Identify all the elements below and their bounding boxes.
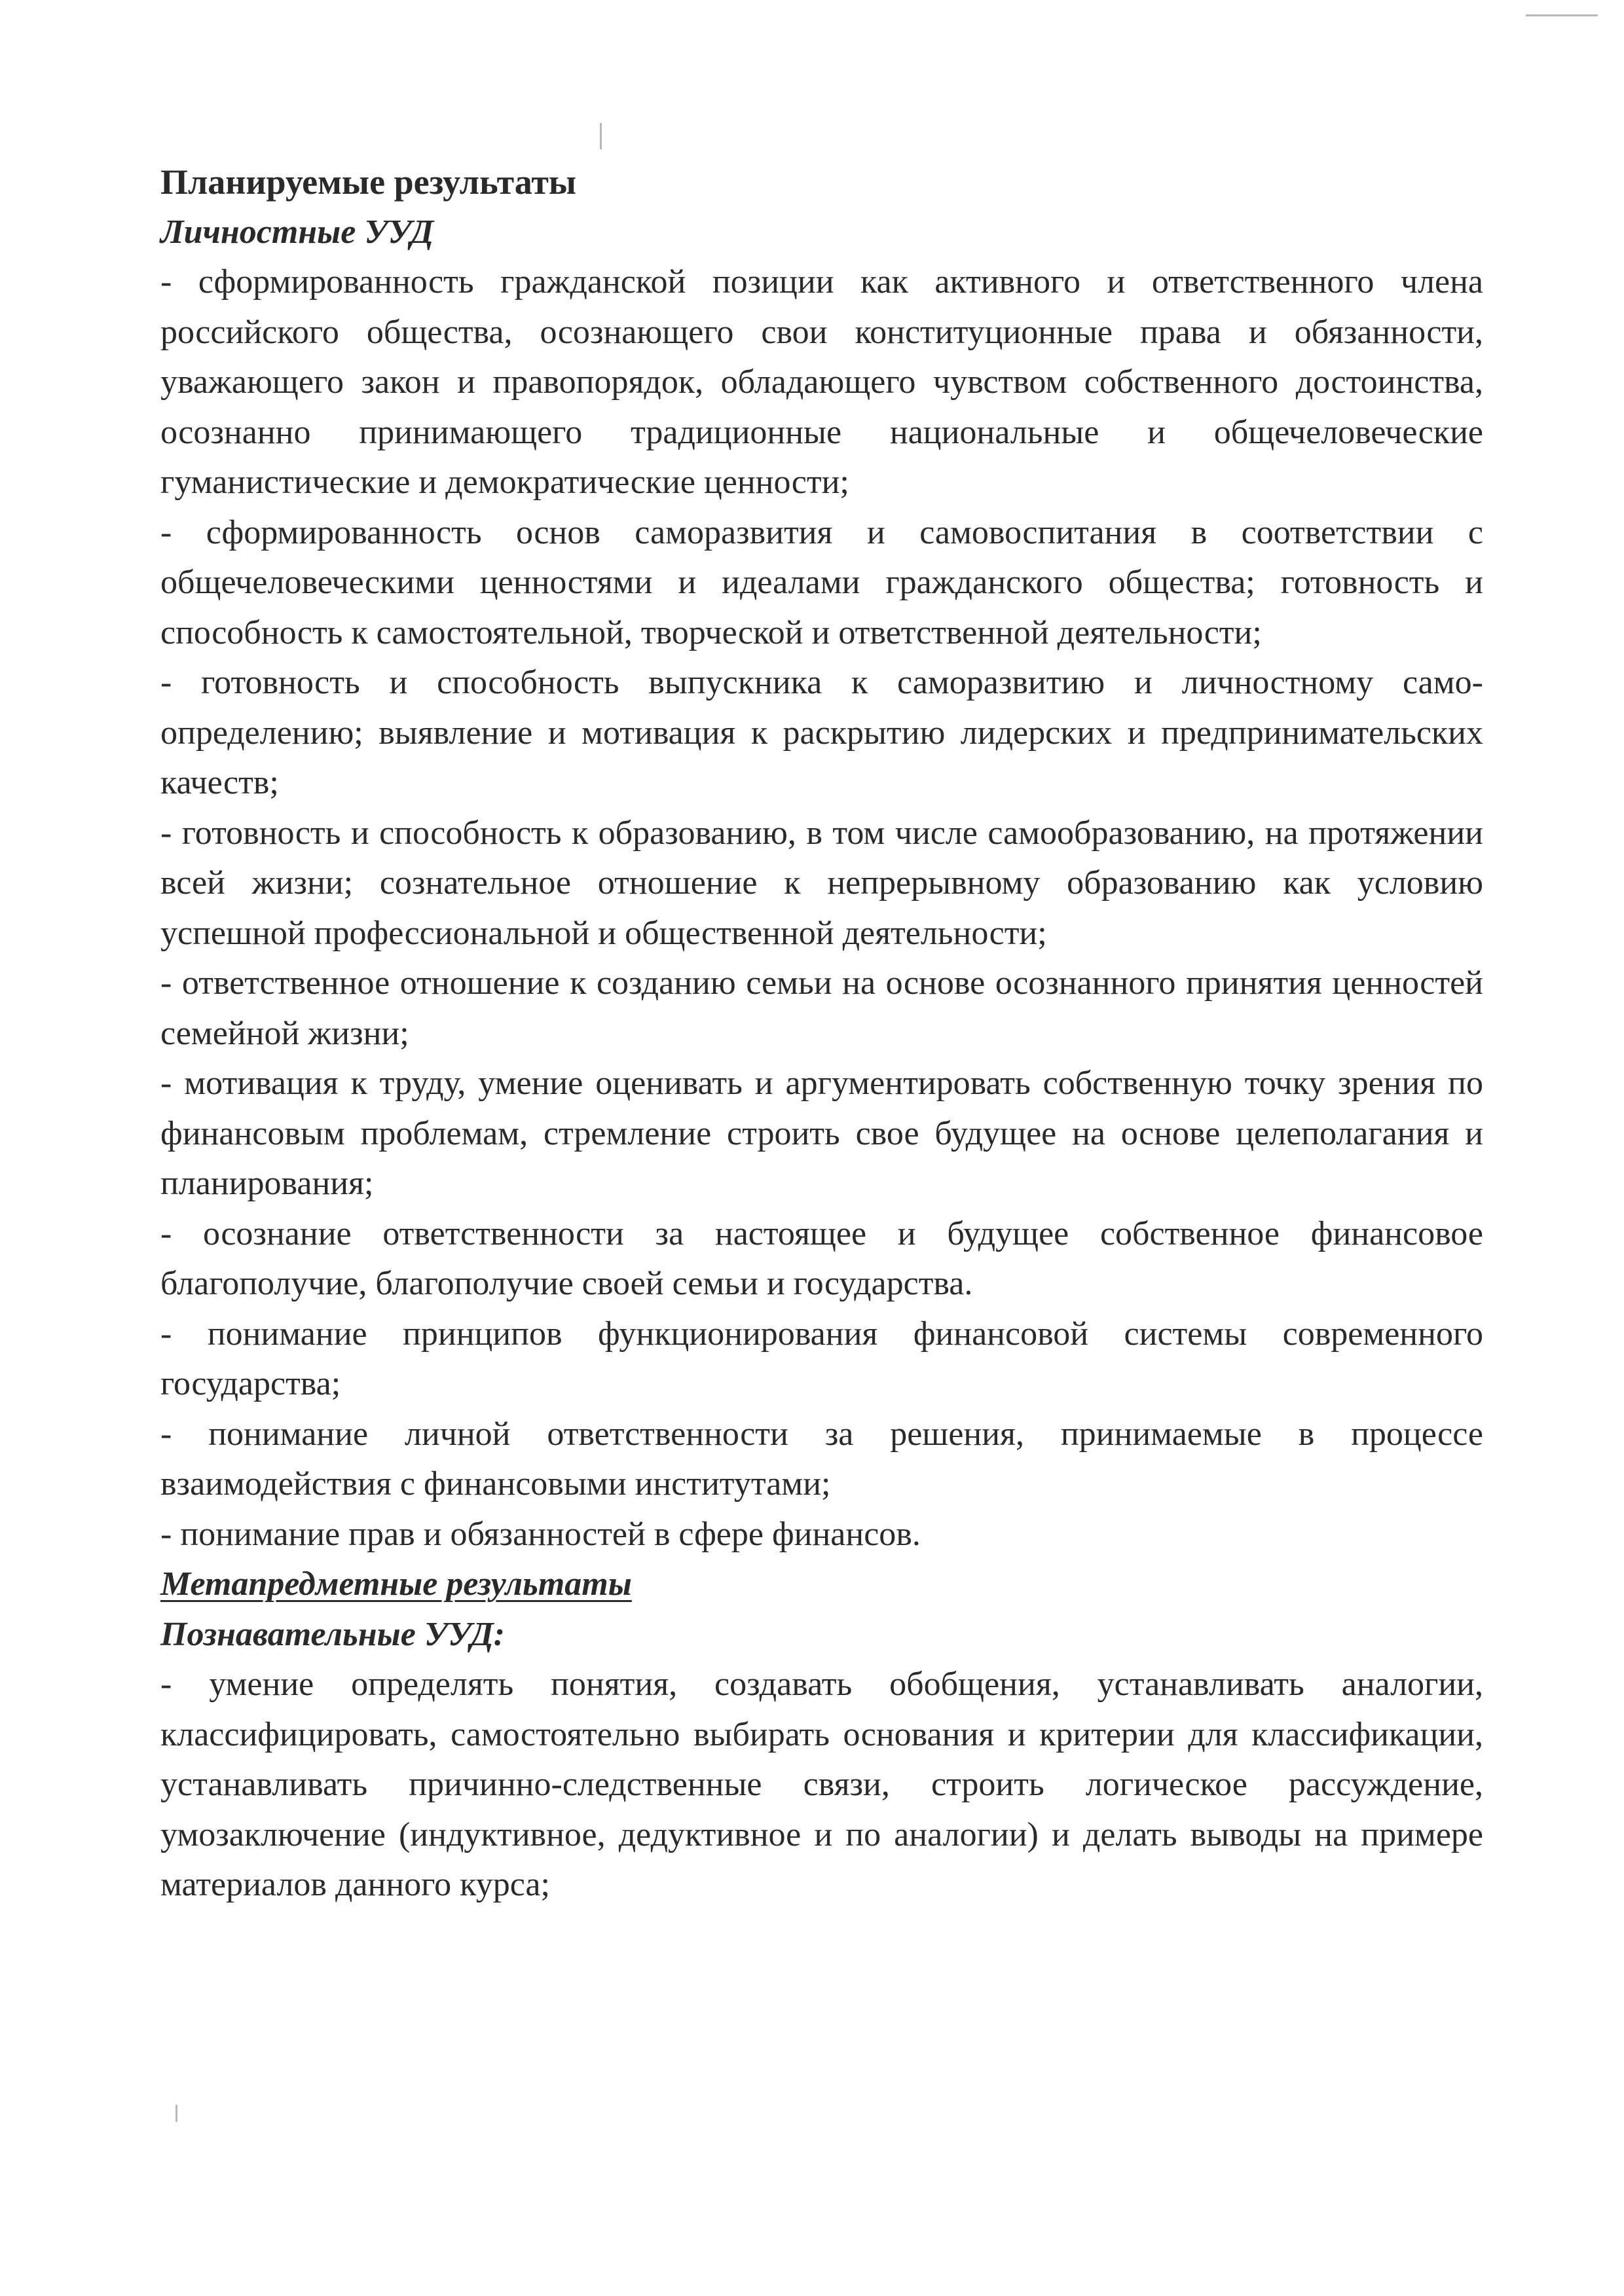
personal-item: - готовность и способность выпускника к саморазвитию и личностному самоопределению; выявление и мотивация к раскрытию лидерских и предпринимательских качеств; — [160, 664, 1483, 801]
personal-item: - сформированность основ саморазвития и самовоспитания в соответствии с общечеловеческими ценностями и идеалами гражданского общества; готовность и способность к самостоятельной, творческой и ответственной деятельности; — [160, 513, 1483, 651]
section-heading-meta: Метапредметные результаты — [160, 1565, 632, 1603]
document-title: Планируемые результаты — [160, 162, 577, 202]
section-heading-cognitive: Познавательные УУД: — [160, 1615, 505, 1653]
personal-item: - осознание ответственности за настоящее и будущее собственное финансовое благополучие, благополучие своей семьи и государства. — [160, 1214, 1483, 1302]
scan-mark-top-right — [1526, 14, 1598, 16]
cognitive-item: - умение определять понятия, создавать обобщения, устанавливать аналогии, классифицировать, самостоятельно выбирать основания и критерии для классификации, устанавливать причинно-следственные связи, строить логическое рассуждение, умозаключение (индуктивное, дедуктивное и по аналогии) и делать выводы на примере материалов данного курса; — [160, 1666, 1483, 1903]
personal-item: - готовность и способность к образованию, в том числе самообразованию, на протяжении всей жизни; сознательное отношение к непрерывному образованию как условию успешной профессиональной и общественной деятельности; — [160, 814, 1483, 952]
scan-mark-left — [175, 2105, 177, 2122]
personal-item: - ответственное отношение к созданию семьи на основе осознанного принятия ценностей семейной жизни; — [160, 964, 1483, 1052]
personal-item: - понимание личной ответственности за решения, принимаемые в процессе взаимодействия с финансовыми институтами; — [160, 1415, 1483, 1503]
personal-item: - понимание принципов функционирования финансовой системы современного государства; — [160, 1315, 1483, 1402]
scan-mark-center — [600, 123, 602, 149]
section-heading-personal: Личностные УУД — [160, 213, 434, 251]
document-body — [160, 157, 1483, 1910]
personal-item: - мотивация к труду, умение оценивать и аргументировать собственную точку зрения по финансовым проблемам, стремление строить свое будущее на основе целеполагания и планирования; — [160, 1065, 1483, 1202]
personal-item: - сформированность гражданской позиции как активного и ответственного члена российского общества, осознающего свои конституционные права и обязанности, уважающего закон и правопорядок, обладающего чувством собственного достоинства, осознанно принимающего традиционные национальные и общечеловеческие гуманистические и демократические ценности; — [160, 263, 1483, 501]
personal-item: - понимание прав и обязанностей в сфере финансов. — [160, 1515, 921, 1553]
